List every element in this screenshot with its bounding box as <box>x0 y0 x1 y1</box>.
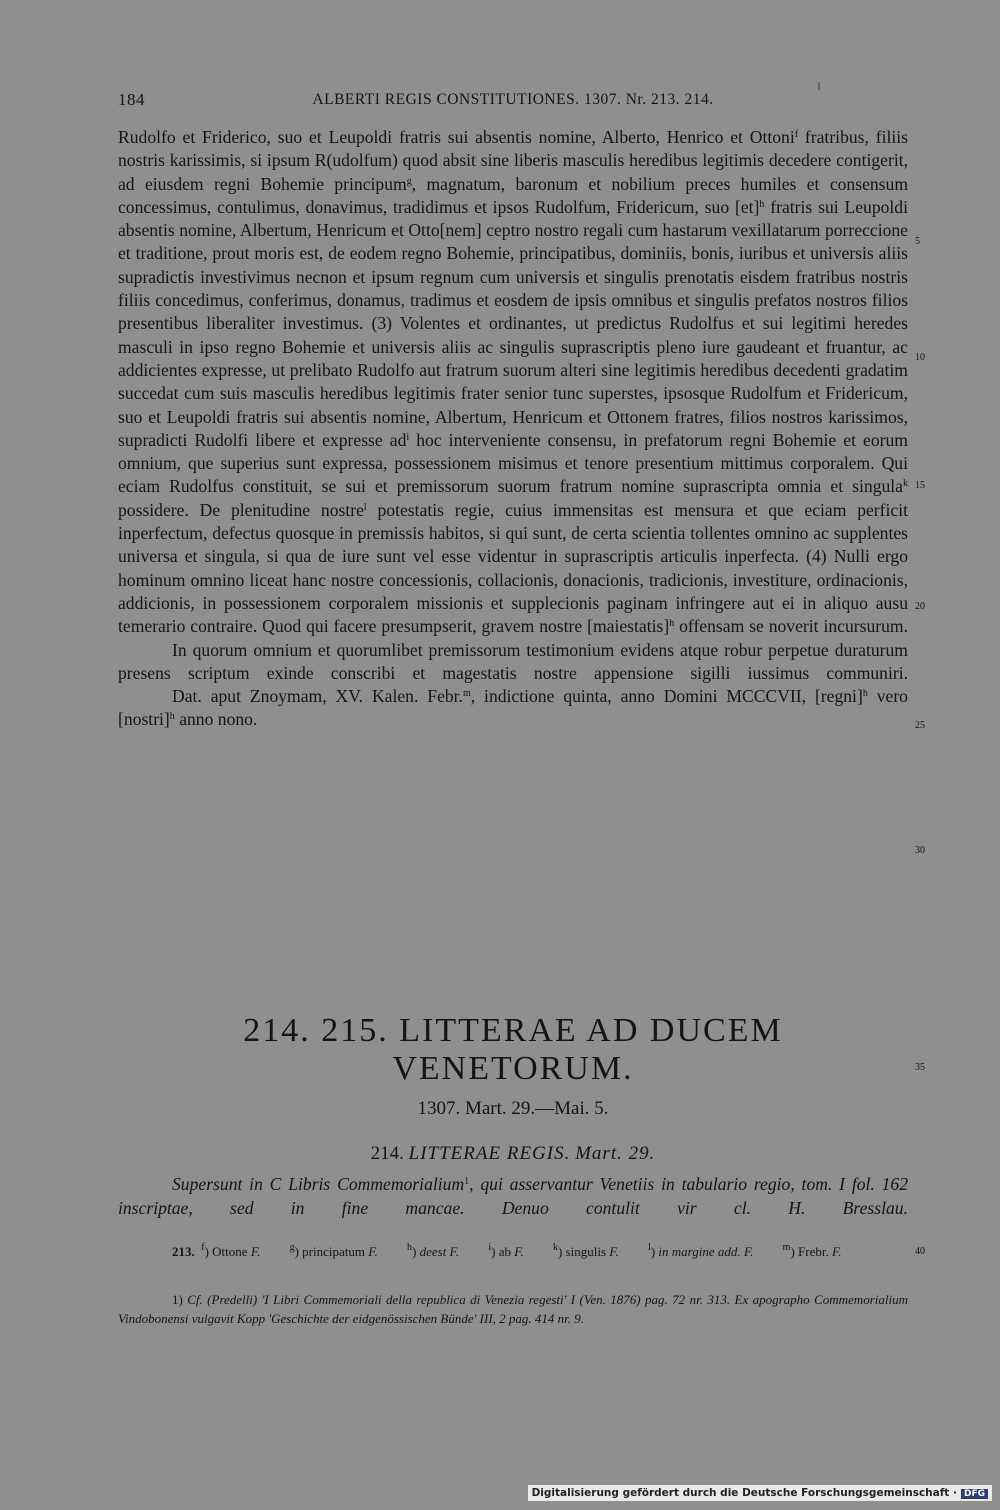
line-number: 5 <box>915 236 920 247</box>
variant-notes: 213. $^f$) Ottone F. $^g$) principatum F. $^h$) deest F. $^i$) ab F. $^k$) singulis F. $^l$) in margine add. F. $^m$) Frebr. F. <box>172 1242 842 1259</box>
footnote: 1) Cf. (Predelli) 'I Libri Commemoriali della republica di Venezia regesti' I (Ven. 1876) pag. 72 nr. 313. Ex apographo Commemorialium Vindobonensi vulgavit Kopp 'Geschichte der eidgenössischen Bünde' III, 2 pag. 414 nr. 9. <box>118 1292 908 1326</box>
dfg-logo: DFG <box>961 1489 988 1499</box>
paragraph-main: Rudolfo et Friderico, suo et Leupoldi fratris sui absentis nomine, Alberto, Henrico et Ottoni$^f$ fratribus, filiis nostris karissimis, si ipsum R(udolfum) quod absit sine liberis masculis heredibus legitimis decedere contigerit, ad eiusdem regni Bohemie principum$^g$, magnatum, baronum et nobilium preces humiles et consensum concessimus, contulimus, donavimus, tradidimus et ipsos Rudolfum, Fridericum, suo [et]$^h$ fratris sui Leupoldi absentis nomine, Albertum, Henricum et Otto[nem] ceptro nostro regali cum hastarum vexillatarum porreccione et traditione, prout moris est, de eodem regno Bohemie, principatibus, dominiis, bonis, iuribus et universis aliis supradictis investivimus necnon et ipsum regnum cum universis et singulis prenotatis eisdem fratribus nostris filiis concedimus, conferimus, donamus, tradimus et eosdem de ipsis omnibus et singulis prefatos nostros filios presentibus liberaliter investimus. (3) Volentes et ordinantes, ut predictus Rudolfus et sui legitimi heredes masculi in ipso regno Bohemie et universis aliis ac singulis suprascriptis pleno iure gaudeant et fruantur, ac addicientes expresse, ut prelibato Rudolfo aut fratrum suorum alteri sine legitimis heredibus decedenti gradatim succedat cum suis masculis heredibus legitimis frater senior tunc superstes, ipsosque Rudolfum et Fridericum, suo et Leupoldi fratris sui absentis nomine, Albertum, Henricum et Ottonem fratres, filios nostros karissimos, supradicti Rudolfi libere et expresse $ad^i$ hoc interveniente consensu, in prefatorum regni Bohemie et eorum omnium, que superius sunt expressa, possessionem misimus et tenore presentium mittimus corporalem. Qui eciam Rudolfus constituit, se sui et premissorum suorum fratrum nomine suprascripta omnia et singula$^k$ possidere. De plenitudine nostre$^l$ potestatis regie, cuius immensitas est mensura et que eciam perficit inperfectum, defectus quosque in premissis habitos, si qui sunt, de certa scientia tollentes omnino ac supplentes universa et singula, si qua de iure sunt vel esse videntur in suprascriptis articulis inperfecta. (4) Nulli ergo hominum omnino liceat hanc nostre concessionis, collacionis, donacionis, tradicionis, investiture, ordinacionis, addicionis, in possessionem corporalem missionis et supplecionis paginam infringere aut ei in aliquo ausu temerario contraire. Quod qui facere presumpserit, gravem nostre [maiestatis]$^h$ offensam se noverit incursurum. <box>118 127 908 637</box>
line-number: 20 <box>915 601 925 612</box>
paragraph-datum: Dat. aput Znoymam, XV. Kalen. Febr.$^m$, indictione quinta, anno Domini MCCCVII, [regni]$^h$ vero [nostri]$^h$ anno nono. <box>118 686 908 730</box>
source-description: Supersunt in C Libris Commemorialium$^1$, qui asservantur Venetiis in tabulario regio, tom. I fol. 162 inscriptae, sed in fine mancae. Denuo contulit vir cl. H. Bresslau. <box>118 1174 908 1218</box>
line-number: 25 <box>915 720 925 731</box>
line-number: 30 <box>915 845 925 856</box>
scan-mark <box>818 82 820 90</box>
line-number: 15 <box>915 480 925 491</box>
document-body <box>118 126 908 732</box>
paragraph-corroboratio: In quorum omnium et quorumlibet premissorum testimonium evidens atque robur perpetue duraturum presens scriptum exinde conscribi et magestatis nostre appensione sigilli iussimus communiri. <box>118 639 908 683</box>
funding-footer: Digitalisierung gefördert durch die Deutsche Forschungsgemeinschaft · DFG <box>528 1485 992 1501</box>
running-title: ALBERTI REGIS CONSTITUTIONES. 1307. Nr. 213. 214. <box>312 91 714 108</box>
section-date: 1307. Mart. 29.—Mai. 5. <box>417 1098 609 1119</box>
line-number: 10 <box>915 352 925 363</box>
line-number: 40 <box>915 1246 925 1257</box>
document-subtitle: 214. LITTERAE REGIS. Mart. 29. <box>370 1143 656 1164</box>
section-title: 214. 215. LITTERAE AD DUCEM VENETORUM. <box>243 1012 783 1087</box>
page-header <box>118 90 908 114</box>
page-number: 184 <box>118 90 145 109</box>
line-number: 35 <box>915 1062 925 1073</box>
